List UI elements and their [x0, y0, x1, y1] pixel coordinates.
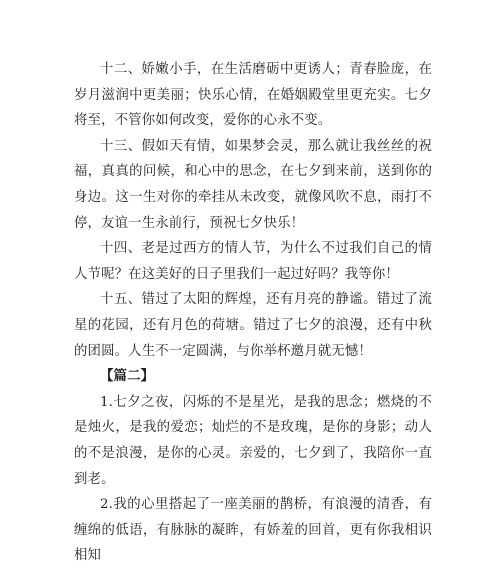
paragraph-14: 十四、老是过西方的情人节，为什么不过我们自己的情人节呢？在这美好的日子里我们一起过好吗？我等你！	[74, 241, 432, 282]
section-paragraph-2: 2.我的心里搭起了一座美丽的鹊桥，有浪漫的清香，有缠绵的低语，有脉脉的凝眸，有娇羞的回首，更有你我相识相知	[74, 497, 432, 564]
paragraph-15: 十五、错过了太阳的辉煌，还有月亮的静谧。错过了流星的花园，还有月色的荷塘。错过了七夕的浪漫，还有中秋的团圆。人生不一定圆满，与你举杯邀月就无憾！	[74, 292, 432, 359]
paragraph-12: 十二、娇嫩小手，在生活磨砺中更诱人；青春脸庞，在岁月滋润中更美丽；快乐心情，在婚姻殿堂里更充实。七夕将至，不管你如何改变，爱你的心永不变。	[74, 62, 432, 129]
section-heading: 【篇二】	[100, 368, 155, 385]
paragraph-13: 十三、假如天有情，如果梦会灵，那么就让我丝丝的祝福，真真的问候，和心中的思念，在七夕到来前，送到你的身边。这一生对你的牵挂从未改变，就像风吹不息，雨打不停，友谊一生永前行，预祝七夕快乐！	[74, 138, 432, 231]
section-paragraph-1: 1.七夕之夜，闪烁的不是星光，是我的思念；燃烧的不是烛火，是我的爱恋；灿烂的不是玫瑰，是你的身影；动人的不是浪漫，是你的心灵。亲爱的，七夕到了，我陪你一直到老。	[74, 394, 432, 487]
document-body	[74, 57, 432, 569]
